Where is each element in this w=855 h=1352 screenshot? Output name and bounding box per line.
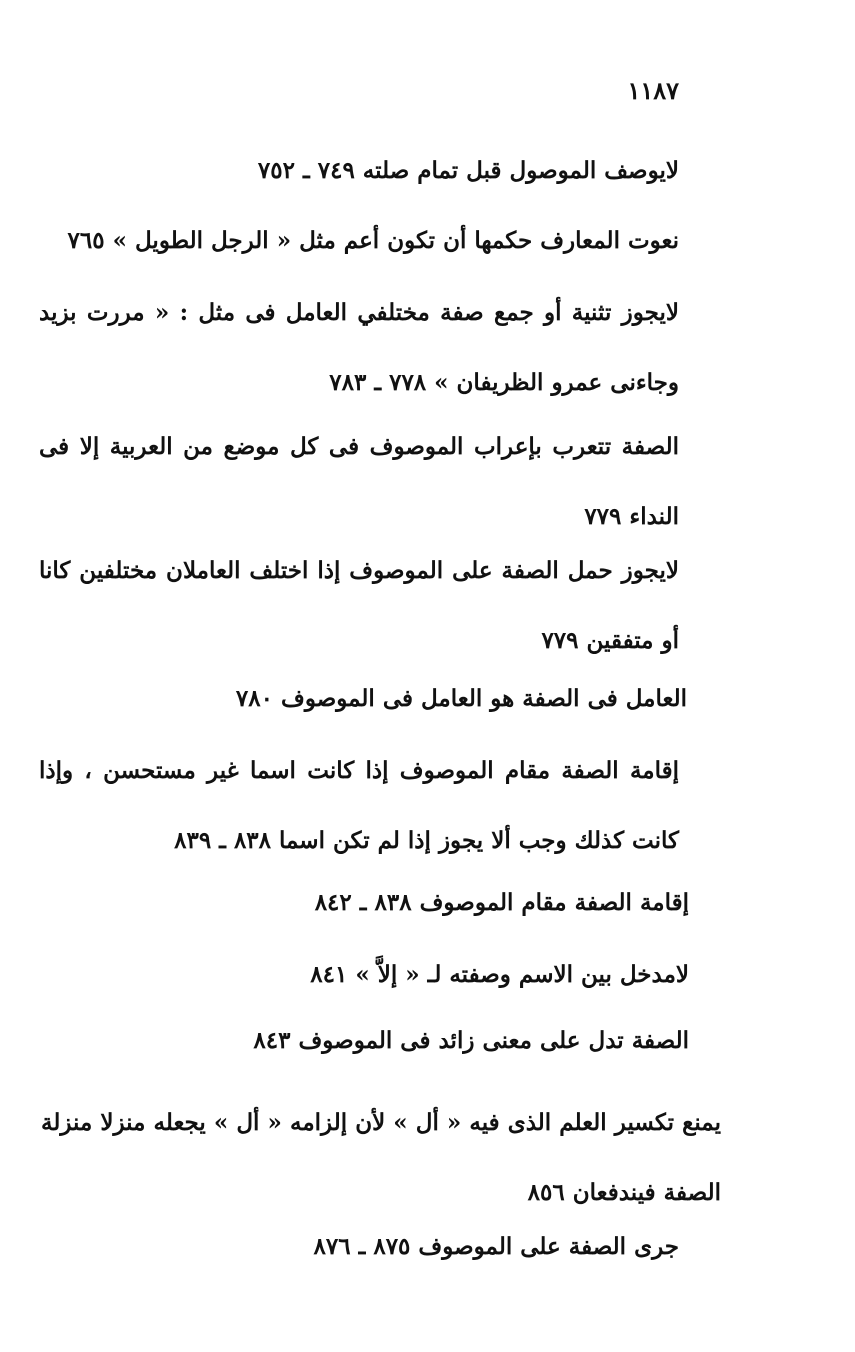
index-entry: إقامة الصفة مقام الموصوف إذا كانت اسما غير مستحسن ، وإذا كانت كذلك وجب ألا يجوز إذا لم تكن اسما ٨٣٨ ـ ٨٣٩ (39, 757, 679, 854)
index-entry: لامدخل بين الاسم وصفته لـ « إلاَّ » ٨٤١ (310, 961, 689, 988)
index-entry: إقامة الصفة مقام الموصوف ٨٣٨ ـ ٨٤٢ (314, 889, 689, 916)
index-entry: يمنع تكسير العلم الذى فيه « أل » لأن إلزامه « أل » يجعله منزلا منزلة الصفة فيندفعان ٨٥٦ (41, 1109, 721, 1206)
index-entry: لايجوز حمل الصفة على الموصوف إذا اختلف العاملان مختلفين كانا أو متفقين ٧٧٩ (39, 557, 679, 654)
page-number: ١١٨٧ (627, 76, 679, 105)
index-entry: لايوصف الموصول قبل تمام صلته ٧٤٩ ـ ٧٥٢ (257, 157, 679, 184)
index-entry: الصفة تتعرب بإعراب الموصوف فى كل موضع من العربية إلا فى النداء ٧٧٩ (39, 433, 679, 530)
index-entry: لايجوز تثنية أو جمع صفة مختلفي العامل فى مثل : « مررت بزيد وجاءنى عمرو الظريفان » ٧٧٨ ـ ٧٨٣ (39, 299, 679, 396)
index-entry: الصفة تدل على معنى زائد فى الموصوف ٨٤٣ (253, 1027, 689, 1054)
index-entry: نعوت المعارف حكمها أن تكون أعم مثل « الرجل الطويل » ٧٦٥ (67, 227, 679, 254)
index-entry: العامل فى الصفة هو العامل فى الموصوف ٧٨٠ (235, 685, 687, 712)
index-entry: جرى الصفة على الموصوف ٨٧٥ ـ ٨٧٦ (313, 1233, 679, 1260)
